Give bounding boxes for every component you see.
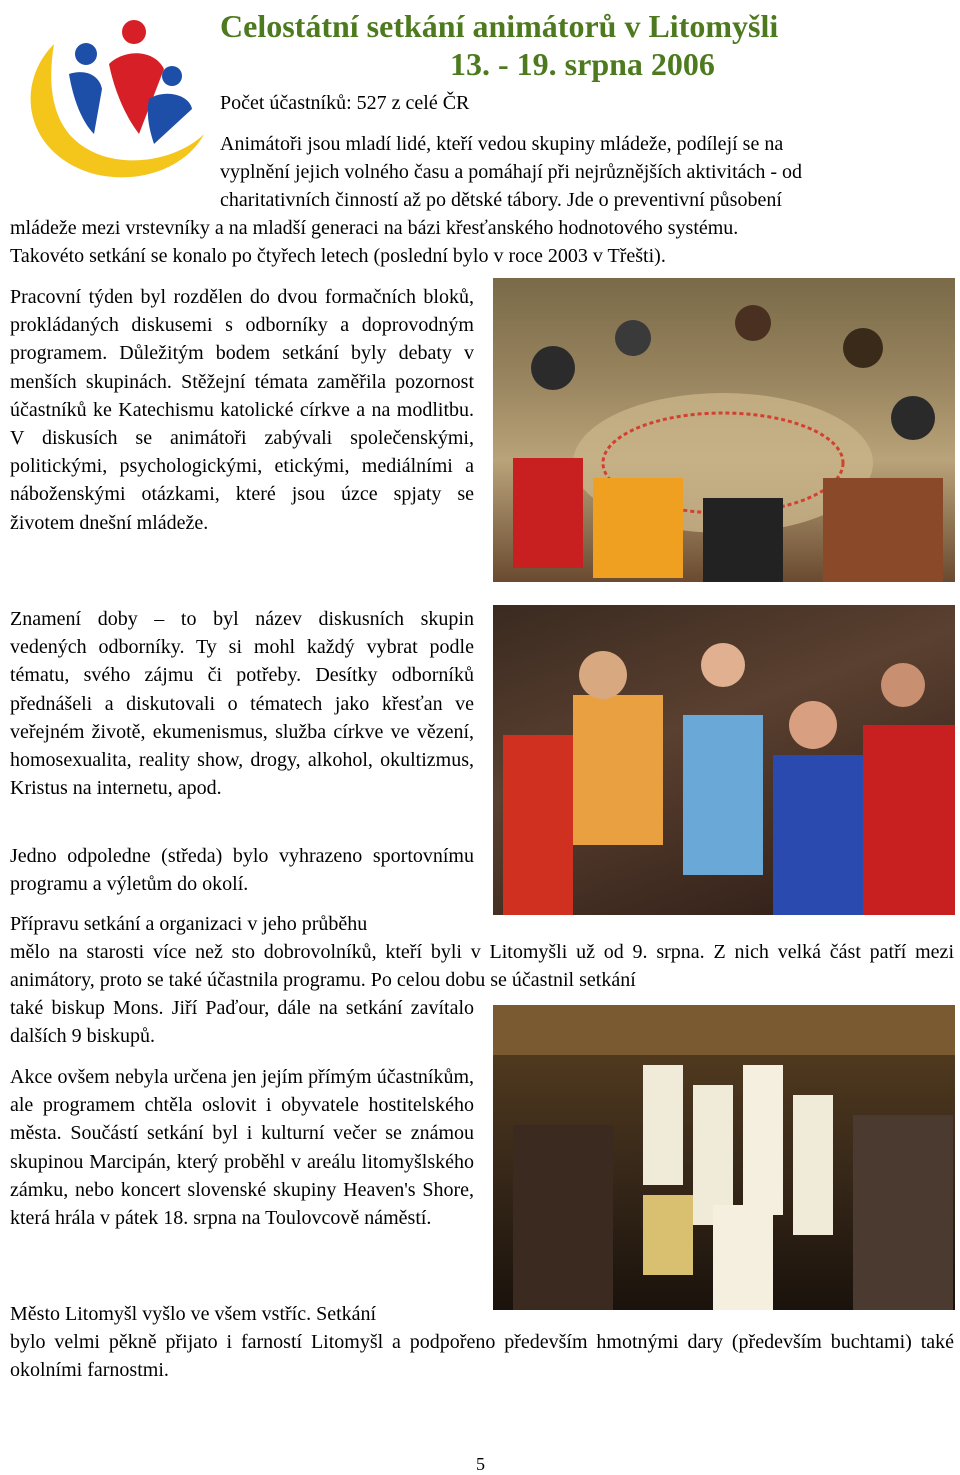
paragraph-workshops: Pracovní týden byl rozdělen do dvou formačních bloků, prokládaných diskusemi s odborníky a doprovodným programem. Důležitým bodem setkání byly debaty v menších skupinách. Stěžejní témata zaměřila pozornost účastníků ke Katechismu katolické církve a na modlitbu. V diskusích se animátoři zabývali společenskými, politickými, psychologickými, etickými, mediálními a náboženskými otázkami, které jsou úzce spjaty se životem dnešní mládeže. xyxy=(10,286,474,534)
intro-line: charitativních činností až po dětské tábory. Jde o preventivní působení xyxy=(220,189,782,211)
photo-discussion-circle xyxy=(493,278,955,582)
paragraph-organization-line1: Přípravu setkání a organizaci v jeho průběhu xyxy=(10,913,368,935)
logo-figure-body-3 xyxy=(148,94,192,144)
paragraph-culture: Akce ovšem nebyla určena jen jejím přímým účastníkům, ale programem chtěla oslovit i obyvatele hostitelského města. Součástí setkání byl i kulturní večer se známou skupinou Marcipán, který proběhl v areálu litomyšlského zámku, nebo koncert slovenské skupiny Heaven's Shore, která hrála v pátek 18. srpna na Toulovcově náměstí. xyxy=(10,1066,474,1230)
page-title: Celostátní setkání animátorů v Litomyšli xyxy=(220,8,779,44)
intro-line: Animátoři jsou mladí lidé, kteří vedou skupiny mládeže, podílejí se na xyxy=(220,133,784,155)
logo-figure-head-1 xyxy=(75,43,97,65)
photo-dancing-youth xyxy=(493,605,955,915)
participant-count: Počet účastníků: 527 z celé ČR xyxy=(220,92,470,114)
paragraph-organization-full: mělo na starosti více než sto dobrovolníků, kteří byli v Litomyšli už od 9. srpna. Z nich velká část patří mezi animátory, proto se také účastnila programu. Po celou dobu se účastnil setkání xyxy=(10,941,954,992)
paragraph-signs-of-times: Znamení doby – to byl název diskusních skupin vedených odborníky. Ty si mohl každý vybrat podle tématu, svého zájmu či potřeby. Desítky odborníků přednášeli a diskutovali o tématech jako křesťan ve veřejném životě, ekumenismus, služba církve ve vězení, homosexualita, reality show, drogy, alkohol, okultizmus, Kristus na internetu, apod. xyxy=(10,608,474,800)
intro-line: vyplnění jejich volného času a pomáhají při nejrůznějších aktivitách - od xyxy=(220,161,803,183)
paragraph-sports: Jedno odpoledne (středa) bylo vyhrazeno sportovnímu programu a výletům do okolí. xyxy=(10,845,474,896)
logo-figure-head-3 xyxy=(162,66,182,86)
logo-figure-body-1 xyxy=(69,72,102,134)
photo-church-mass xyxy=(493,1005,955,1310)
paragraph-organization-rest: také biskup Mons. Jiří Paďour, dále na setkání zavítalo dalších 9 biskupů. xyxy=(10,997,474,1048)
event-dates: 13. - 19. srpna 2006 xyxy=(450,46,715,82)
page-number: 5 xyxy=(476,1454,485,1474)
event-logo xyxy=(14,14,214,184)
logo-figure-head-2 xyxy=(122,20,146,44)
paragraph-town-full: bylo velmi pěkně přijato i farností Litomyšl a podpořeno především hmotnými dary (především buchtami) také okolními farnostmi. xyxy=(10,1331,954,1382)
paragraph-town-line1: Město Litomyšl vyšlo ve všem vstříc. Setkání xyxy=(10,1303,377,1325)
intro-line: mládeže mezi vrstevníky a na mladší generaci na bázi křesťanského hodnotového systému. xyxy=(10,217,739,239)
intro-line: Takovéto setkání se konalo po čtyřech letech (poslední bylo v roce 2003 v Třešti). xyxy=(10,245,666,267)
